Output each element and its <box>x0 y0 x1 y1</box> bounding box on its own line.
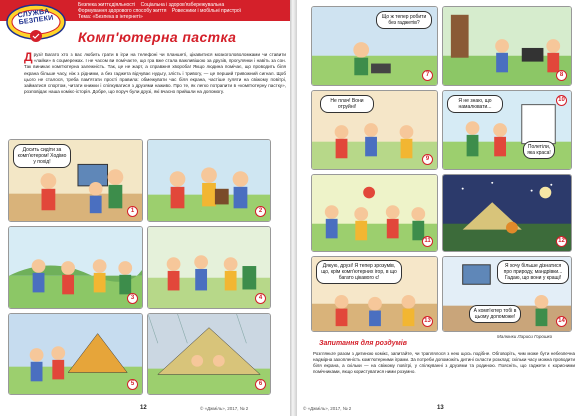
header-tag: Тема: «Безпека в інтернеті» <box>78 14 143 20</box>
panel-number: 4 <box>255 293 266 304</box>
illustrator-signature: Малюнки Лариси Горошко <box>497 334 553 339</box>
panel-number: 5 <box>127 379 138 390</box>
panel-number: 2 <box>255 206 266 217</box>
panel-number: 1 <box>127 206 138 217</box>
comic-panel-10 <box>442 90 572 170</box>
header-tags <box>78 2 278 20</box>
panel-number: 14 <box>556 316 567 327</box>
speech-bubble: Дякую, друзі! Я тепер зрозумів, що, крім комп'ютерних ігор, в що багато цікавого є! <box>316 260 402 284</box>
comic-panel-3 <box>8 226 143 309</box>
speech-bubble: Досить сидіти за комп'ютером! Ходімо у похід! <box>13 144 71 168</box>
comic-panel-5 <box>8 313 143 395</box>
page-gutter <box>290 0 297 416</box>
intro-text <box>24 52 286 95</box>
drop-cap: Д <box>24 50 33 64</box>
advice-text: Розгляньте разом з дитиною комікс, запитайте, чи траплялося з нею щось подібне. Обговоріть, чим може бути небезпечна надмірна захопленість комп'ютерними іграми. За потреби допоможіть дитині скласти розклад: скільки часу можна проводити біля екрана, а скільки — на свіжому повітрі, у спілкуванні з друзями та родиною. Поясніть, що гаджети є корисними помічниками, якщо користуватися ними розумно. <box>313 351 575 374</box>
panel-number: 9 <box>422 154 433 165</box>
speech-bubble: Полетіли, яка краса! <box>523 141 555 159</box>
speech-bubble: Я хочу більше дізнатися про природу, мандрівки... Гадаю, що вони у кращі! <box>497 260 569 284</box>
header-tag: Безпека життєдіяльності <box>78 2 136 8</box>
panel-number: 10 <box>556 95 567 106</box>
panel-number: 13 <box>422 316 433 327</box>
footer-left: © «Джміль», 2017, № 2 <box>200 406 249 411</box>
comic-panel-8 <box>442 6 572 86</box>
advice-title: Запитання для роздумів <box>319 340 407 347</box>
speech-bubble: Не плач! Вони отруйні! <box>320 95 374 113</box>
speech-bubble: Я не знаю, що намалювати... <box>447 95 503 113</box>
comic-panel-2 <box>147 139 271 222</box>
page-number-right: 13 <box>437 405 444 411</box>
speech-bubble: А комп'ютер тобі в цьому допоможе! <box>469 305 521 323</box>
panel-number: 8 <box>556 70 567 81</box>
panel-number: 7 <box>422 70 433 81</box>
comic-panel-1 <box>8 139 143 222</box>
comic-panel-7 <box>311 6 438 86</box>
panel-number: 11 <box>422 236 433 247</box>
comic-panel-4 <box>147 226 271 309</box>
intro-body: рузі! Багато хто з вас любить грати в ігри на телефоні чи планшеті, цікавитися мозкоголоволомками чи ставити «лайки» в соцмережах. І не часом ви помічаєте, що гра вже стала важливішою за друзів, прогулянки і навіть за сон. Так виникає комп'ютерна залежність. Так, це не жарт, а справжня хвороба! Якщо людина помічає, що проводить біля екрана більше часу, ніж з рідними, а без гаджета відчуває нудьгу, злість і тривогу, — це перший тривожний сигнал. Щоб цього не сталося, треба пам'ятати прості правила: обмежувати час біля екрана, частіше гуляти на свіжому повітрі, займатися спортом, читати книжки і спілкуватися з друзями наживо. Про те, як легко потрапити в «комп'ютерну пастку», розповідає наша комікс-історія. Добре, що поруч були друзі, які вчасно прийшли на допомогу. <box>24 52 286 95</box>
logo-text: СЛУЖБА БЕЗПЕКИ <box>17 8 55 27</box>
comic-panel-12 <box>442 174 572 252</box>
page-title: Комп'ютерна пастка <box>78 29 237 45</box>
panel-number: 3 <box>127 293 138 304</box>
speech-bubble: Що ж тепер робити без гаджетів? <box>376 11 432 29</box>
left-page <box>0 0 290 416</box>
right-page <box>297 0 587 416</box>
service-logo <box>4 2 68 44</box>
page-number-left: 12 <box>140 405 147 411</box>
comic-panel-13 <box>311 256 438 332</box>
comic-panel-9 <box>311 90 438 170</box>
comic-panel-6 <box>147 313 271 395</box>
header-tag: Формування здорового способу життя <box>78 8 167 14</box>
header-tag: Ровесники і мобільні пристрої <box>171 8 242 14</box>
comic-panel-11 <box>311 174 438 252</box>
panel-number: 6 <box>255 379 266 390</box>
panel-number: 12 <box>556 236 567 247</box>
comic-panel-14 <box>442 256 572 332</box>
footer-right: © «Джміль», 2017, № 2 <box>303 406 352 411</box>
header-tag: Соціальна і здоров'язбережувальна <box>140 2 225 8</box>
